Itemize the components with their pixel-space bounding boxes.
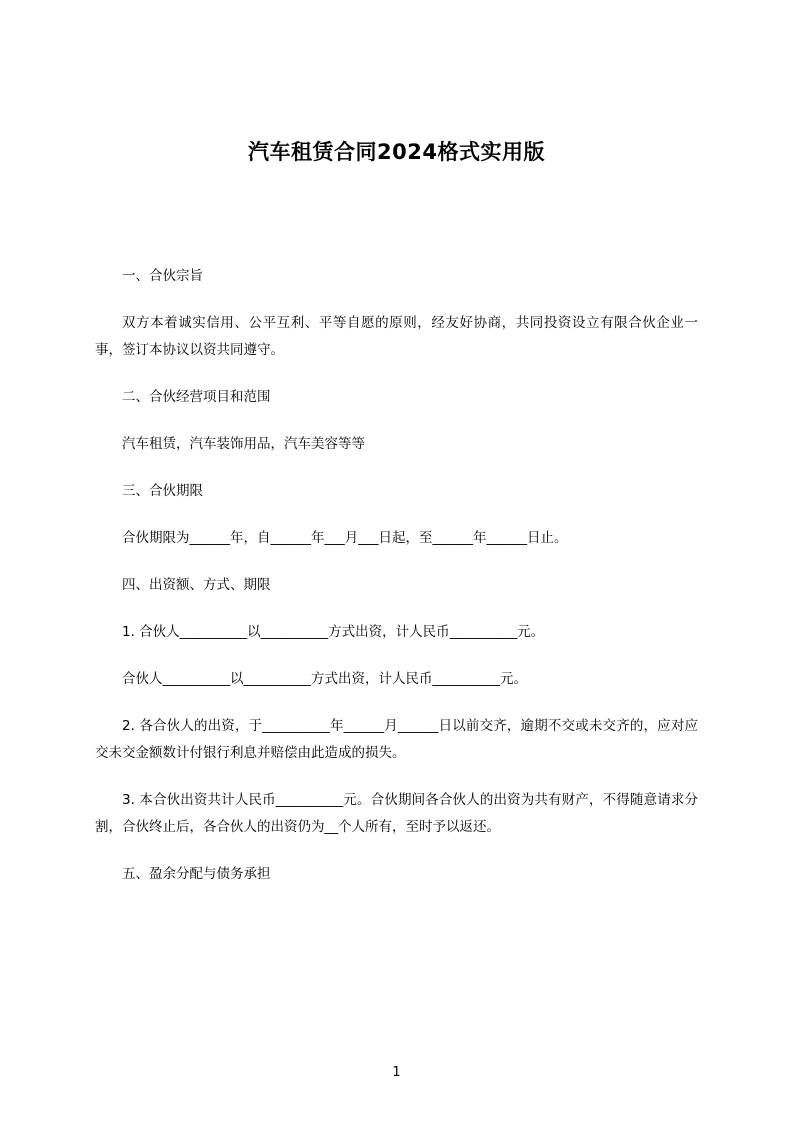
section-heading-4: 四、出资额、方式、期限 bbox=[122, 577, 271, 594]
section-paragraph-1-1: 双方本着诚实信用、公平互利、平等自愿的原则，经友好协商，共同投资设立有限合伙企业一事，签订本协议以资共同遵守。 bbox=[95, 315, 698, 359]
page-number: 1 bbox=[392, 1065, 401, 1080]
section-paragraph-2-1: 汽车租赁，汽车装饰用品，汽车美容等等 bbox=[122, 436, 365, 453]
section-heading-5: 五、盈余分配与债务承担 bbox=[122, 866, 271, 883]
section-heading-1: 一、合伙宗旨 bbox=[122, 268, 203, 285]
section-heading-3: 三、合伙期限 bbox=[122, 483, 203, 500]
section-paragraph-4-3: 2. 各合伙人的出资，于__________年______月______日以前交齐，逾期不交或未交齐的，应对应交未交金额数计付银行利息并赔偿由此造成的损失。 bbox=[95, 718, 698, 762]
section-paragraph-3-1: 合伙期限为______年，自______年___月___日起，至______年______日止。 bbox=[122, 530, 568, 547]
section-paragraph-4-1: 1. 合伙人__________以__________方式出资，计人民币__________元。 bbox=[122, 624, 545, 641]
section-paragraph-4-2: 合伙人__________以__________方式出资，计人民币__________元。 bbox=[122, 671, 527, 688]
page-title: 汽车租赁合同2024格式实用版 bbox=[248, 140, 545, 164]
section-paragraph-4-4: 3. 本合伙出资共计人民币__________元。合伙期间各合伙人的出资为共有财产，不得随意请求分割，合伙终止后，各合伙人的出资仍为__个人所有，至时予以返还。 bbox=[95, 792, 698, 836]
section-heading-2: 二、合伙经营项目和范围 bbox=[122, 389, 271, 406]
document-body bbox=[95, 263, 698, 888]
